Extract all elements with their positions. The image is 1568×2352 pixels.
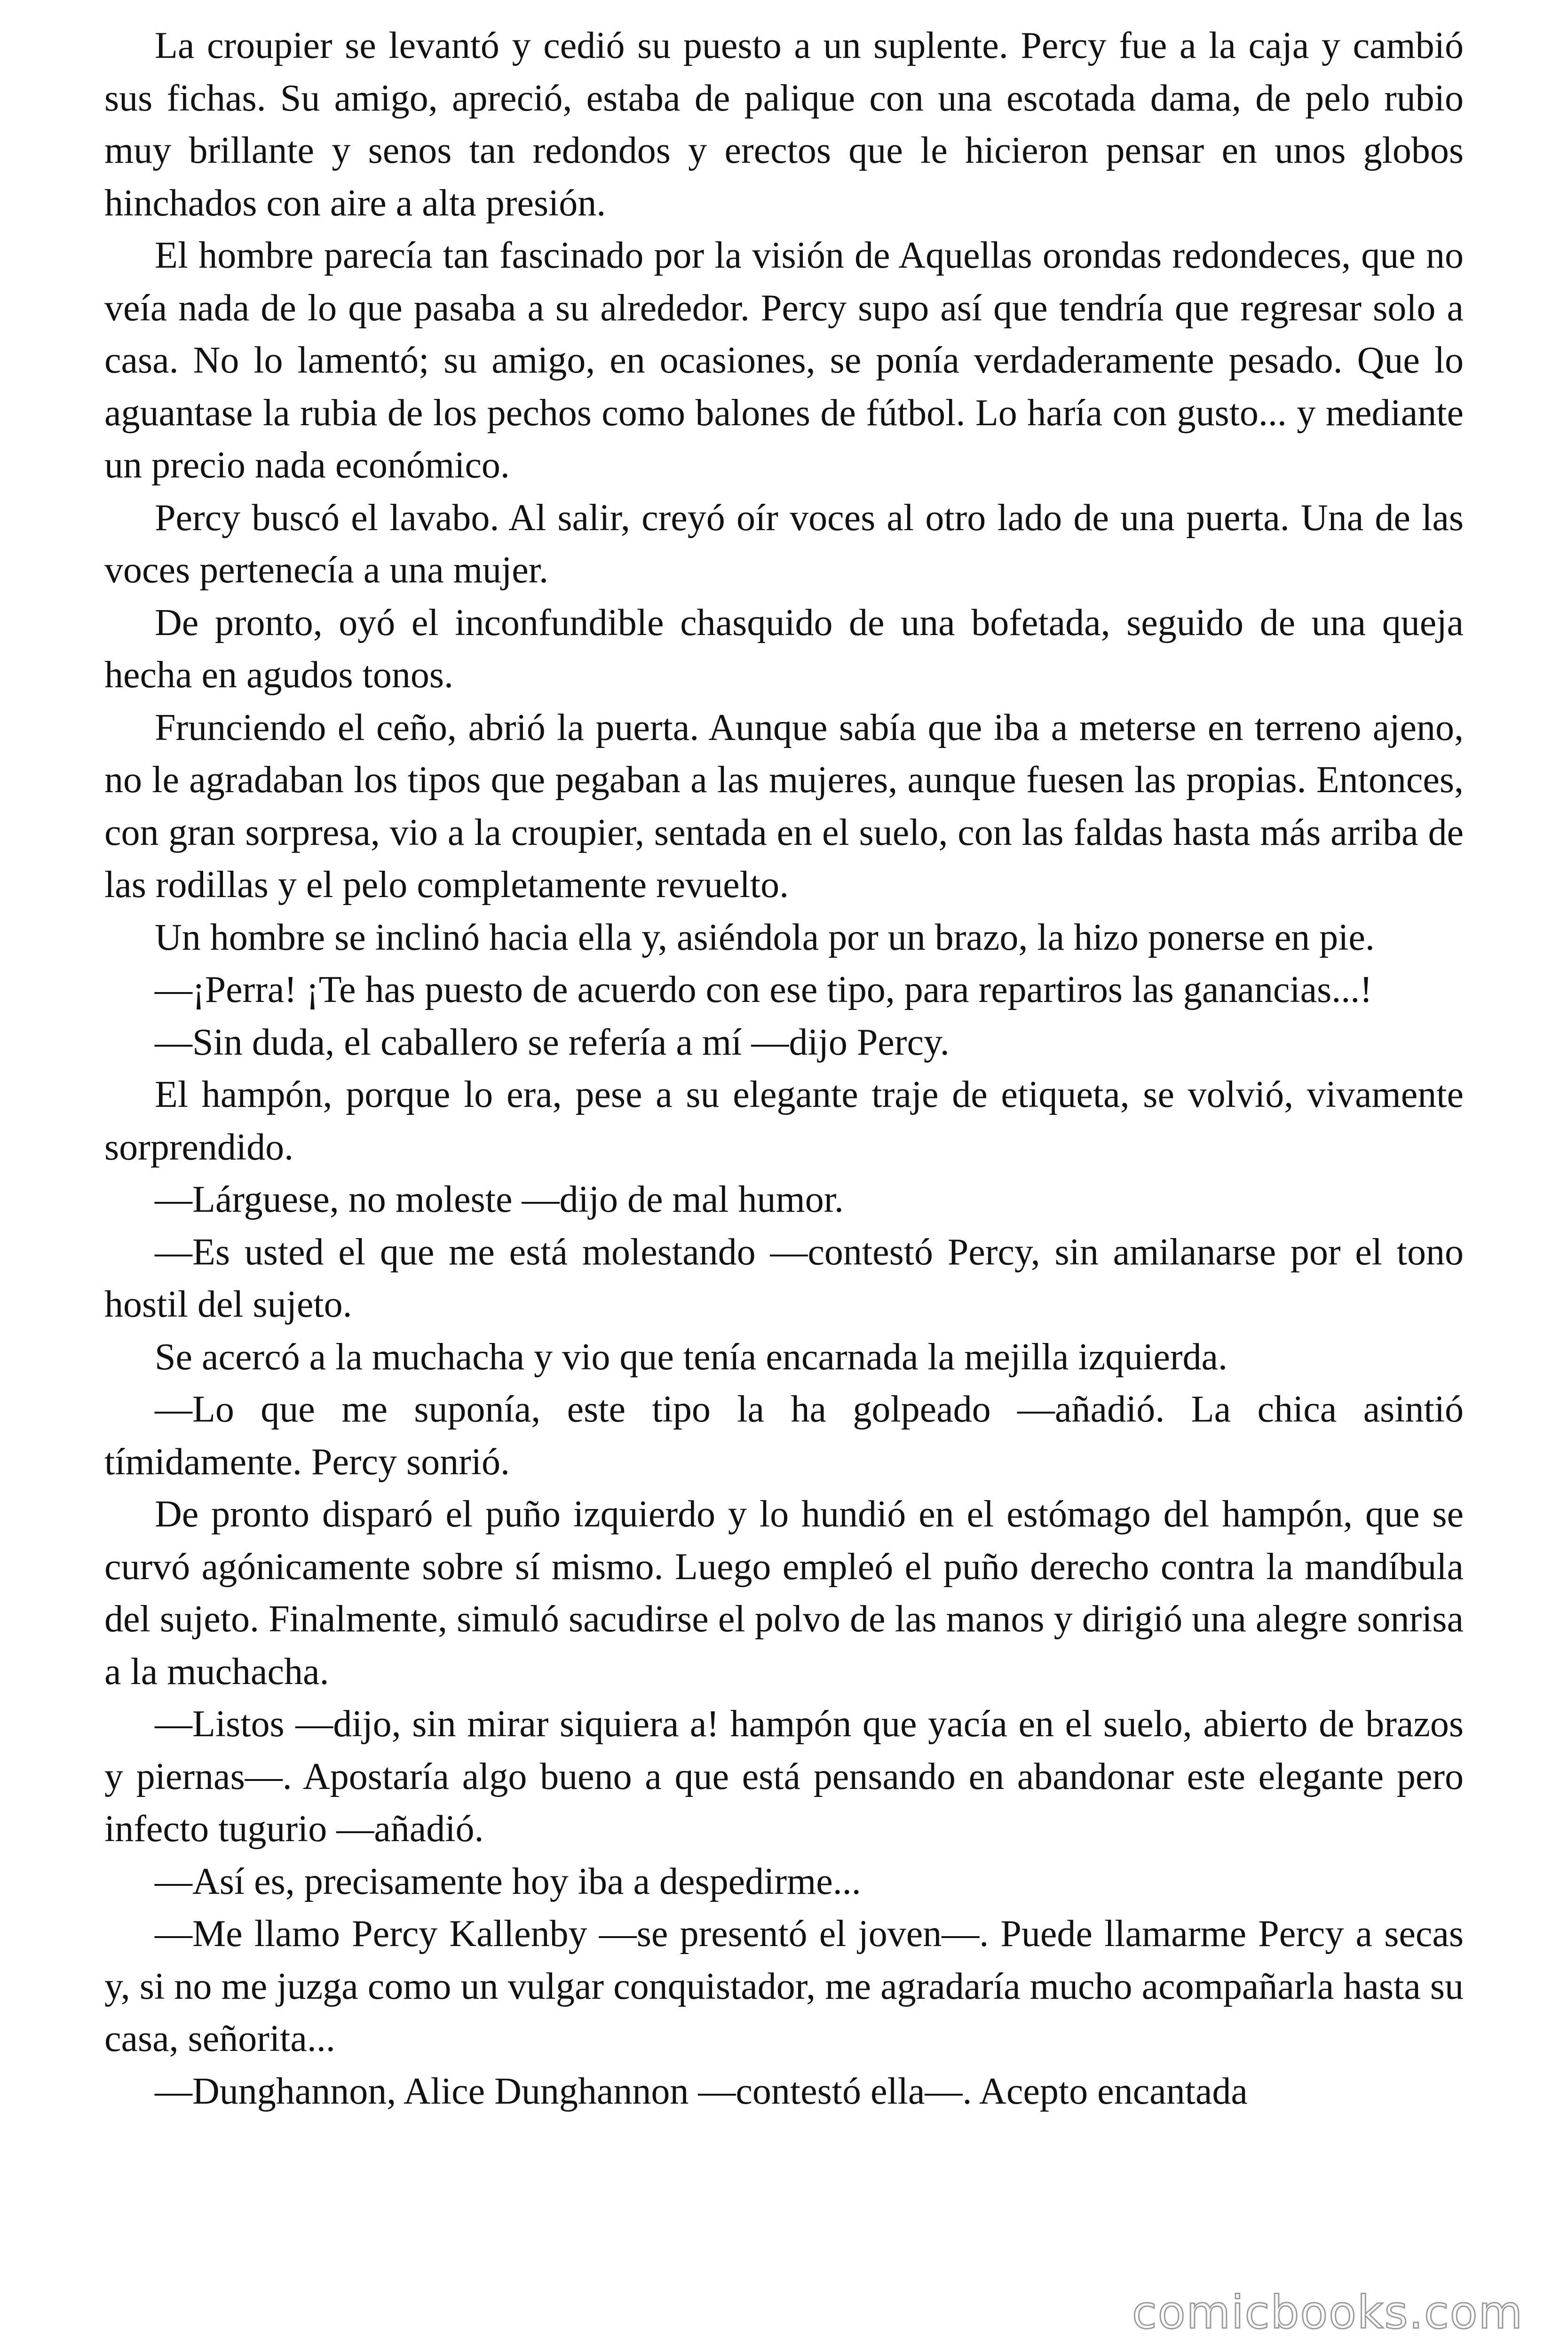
- paragraph: De pronto disparó el puño izquierdo y lo hundió en el estómago del hampón, que se curvó agónicamente sobre sí mismo. Luego empleó el puño derecho contra la mandíbula del sujeto. Finalmente, simuló sacudirse el polvo de las manos y dirigió una alegre sonrisa a la muchacha.: [104, 1494, 1464, 1692]
- paragraph: —Me llamo Percy Kallenby —se presentó el joven—. Puede llamarme Percy a secas y, si no me juzga como un vulgar conquistador, me agradaría mucho acompañarla hasta su casa, señorita...: [104, 1913, 1464, 2059]
- paragraph: —Sin duda, el caballero se refería a mí —dijo Percy.: [155, 1021, 950, 1063]
- paragraph: —Es usted el que me está molestando —contestó Percy, sin amilanarse por el tono hostil del sujeto.: [104, 1231, 1464, 1325]
- paragraph: —Lo que me suponía, este tipo la ha golpeado —añadió. La chica asintió tímidamente. Percy sonrió.: [104, 1389, 1464, 1483]
- paragraph: El hombre parecía tan fascinado por la visión de Aquellas orondas redondeces, que no veía nada de lo que pasaba a su alrededor. Percy supo así que tendría que regresar solo a casa. No lo lamentó; su amigo, en ocasiones, se ponía verdaderamente pesado. Que lo aguantase la rubia de los pechos como balones de fútbol. Lo haría con gusto... y mediante un precio nada económico.: [104, 235, 1464, 486]
- paragraph: —¡Perra! ¡Te has puesto de acuerdo con ese tipo, para repartiros las ganancias...!: [155, 969, 1372, 1010]
- paragraph: Percy buscó el lavabo. Al salir, creyó oír voces al otro lado de una puerta. Una de las voces pertenecía a una mujer.: [104, 497, 1464, 591]
- page-body: [104, 20, 1464, 2118]
- paragraph: Un hombre se inclinó hacia ella y, asiéndola por un brazo, la hizo ponerse en pie.: [155, 916, 1375, 958]
- paragraph: De pronto, oyó el inconfundible chasquido de una bofetada, seguido de una queja hecha en agudos tonos.: [104, 602, 1464, 696]
- paragraph: La croupier se levantó y cedió su puesto a un suplente. Percy fue a la caja y cambió sus fichas. Su amigo, apreció, estaba de palique con una escotada dama, de pelo rubio muy brillante y senos tan redondos y erectos que le hicieron pensar en unos globos hinchados con aire a alta presión.: [104, 25, 1464, 224]
- paragraph: —Lárguese, no moleste —dijo de mal humor.: [155, 1179, 844, 1220]
- paragraph: —Listos —dijo, sin mirar siquiera a! hampón que yacía en el suelo, abierto de brazos y piernas—. Apostaría algo bueno a que está pensando en abandonar este elegante pero infecto tugurio —añadió.: [104, 1703, 1464, 1850]
- paragraph: El hampón, porque lo era, pese a su elegante traje de etiqueta, se volvió, vivamente sorprendido.: [104, 1074, 1464, 1168]
- paragraph: —Dunghannon, Alice Dunghannon —contestó ella—. Acepto encantada: [155, 2070, 1248, 2112]
- watermark: comicbooks.com: [1132, 2286, 1523, 2339]
- paragraph: Se acercó a la muchacha y vio que tenía encarnada la mejilla izquierda.: [155, 1336, 1228, 1378]
- paragraph: —Así es, precisamente hoy iba a despedirme...: [155, 1860, 861, 1902]
- paragraph: Frunciendo el ceño, abrió la puerta. Aunque sabía que iba a meterse en terreno ajeno, no le agradaban los tipos que pegaban a las mujeres, aunque fuesen las propias. Entonces, con gran sorpresa, vio a la croupier, sentada en el suelo, con las faldas hasta más arriba de las rodillas y el pelo completamente revuelto.: [104, 707, 1464, 906]
